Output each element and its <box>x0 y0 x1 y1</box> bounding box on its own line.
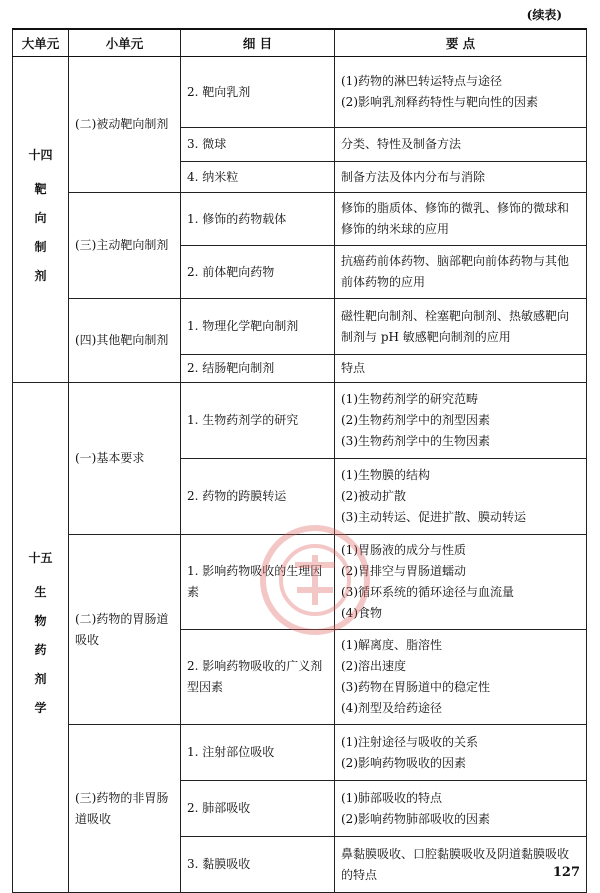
table-row <box>13 383 587 459</box>
major-unit-char: 向 <box>34 210 47 225</box>
point-line: (2)影响药物吸收的因素 <box>341 755 466 770</box>
detail-cell: 2. 靶向乳剂 <box>181 57 335 128</box>
points-cell <box>335 355 587 383</box>
detail-cell: 2. 肺部吸收 <box>181 781 335 837</box>
major-unit-14 <box>13 57 69 383</box>
detail-cell: 3. 微球 <box>181 128 335 162</box>
page-number: 127 <box>552 865 580 880</box>
point-line: (2)影响乳剂释药特性与靶向性的因素 <box>341 95 538 109</box>
points-cell <box>335 128 587 162</box>
points-cell <box>335 162 587 193</box>
major-unit-char: 剂 <box>34 672 47 686</box>
point-line: (3)循环系统的循环途径与血流量 <box>341 585 514 599</box>
point-line: (2)影响药物肺部吸收的因素 <box>341 811 490 826</box>
point-line: (1)肺部吸收的特点 <box>341 790 442 805</box>
detail-cell: 2. 结肠靶向制剂 <box>181 355 335 383</box>
point-line: (1)胃肠液的成分与性质 <box>341 543 466 557</box>
minor-unit: (二)被动靶向制剂 <box>69 57 181 193</box>
table-row <box>13 193 587 246</box>
points-cell <box>335 246 587 299</box>
header-detail: 细 目 <box>181 29 335 57</box>
major-unit-char: 靶 <box>34 181 47 196</box>
points-cell <box>335 725 587 781</box>
detail-cell: 4. 纳米粒 <box>181 162 335 193</box>
detail-cell: 2. 影响药物吸收的广义剂型因素 <box>181 630 335 725</box>
continued-label: (续表) <box>526 8 562 22</box>
minor-unit: (二)药物的胃肠道吸收 <box>69 535 181 725</box>
major-unit-char: 物 <box>34 614 47 628</box>
point-line: (1)解离度、脂溶性 <box>341 638 442 652</box>
point-line: (3)生物药剂学中的生物因素 <box>341 434 490 448</box>
major-unit-char: 生 <box>34 585 47 599</box>
point-line: 修饰的脂质体、修饰的微乳、修饰的微球和修饰的纳米球的应用 <box>341 201 570 236</box>
minor-unit: (一)基本要求 <box>69 383 181 535</box>
points-cell <box>335 781 587 837</box>
detail-cell: 1. 注射部位吸收 <box>181 725 335 781</box>
point-line: (3)主动转运、促进扩散、膜动转运 <box>341 510 526 524</box>
detail-cell: 3. 黏膜吸收 <box>181 837 335 893</box>
point-line: (4)食物 <box>341 606 382 620</box>
point-line: 抗癌药前体药物、脑部靶向前体药物与其他前体药物的应用 <box>341 254 570 289</box>
point-line: (3)药物在胃肠道中的稳定性 <box>341 680 490 694</box>
point-line: (1)药物的淋巴转运特点与途径 <box>341 74 502 88</box>
major-unit-char: 药 <box>34 643 47 657</box>
point-line: (2)胃排空与胃肠道蠕动 <box>341 564 466 578</box>
major-unit-char: 学 <box>34 701 47 715</box>
point-line: (2)生物药剂学中的剂型因素 <box>341 413 490 427</box>
syllabus-table <box>12 28 587 893</box>
header-points: 要 点 <box>335 29 587 57</box>
points-cell <box>335 57 587 128</box>
detail-cell: 1. 影响药物吸收的生理因素 <box>181 535 335 630</box>
detail-cell: 1. 生物药剂学的研究 <box>181 383 335 459</box>
header-major-unit: 大单元 <box>13 29 69 57</box>
header-row <box>13 29 587 57</box>
detail-cell: 2. 药物的跨膜转运 <box>181 459 335 535</box>
major-unit-char: 剂 <box>34 268 47 283</box>
minor-unit: (三)主动靶向制剂 <box>69 193 181 299</box>
point-line: 鼻黏膜吸收、口腔黏膜吸收及阴道黏膜吸收的特点 <box>341 846 570 882</box>
points-cell <box>335 630 587 725</box>
major-unit-number: 十五 <box>28 551 53 565</box>
table-row <box>13 725 587 781</box>
header-minor-unit: 小单元 <box>69 29 181 57</box>
point-line: (4)剂型及给药途径 <box>341 701 442 715</box>
point-line: (2)被动扩散 <box>341 489 406 503</box>
point-line: 特点 <box>341 361 366 375</box>
table-row <box>13 299 587 355</box>
points-cell <box>335 535 587 630</box>
major-unit-15 <box>13 383 69 893</box>
table-row <box>13 535 587 630</box>
point-line: 分类、特性及制备方法 <box>341 137 462 151</box>
major-unit-number: 十四 <box>28 147 53 162</box>
points-cell <box>335 837 587 893</box>
points-cell <box>335 459 587 535</box>
detail-cell: 1. 物理化学靶向制剂 <box>181 299 335 355</box>
point-line: (1)生物膜的结构 <box>341 468 430 482</box>
point-line: 制备方法及体内分布与消除 <box>341 169 486 184</box>
point-line: (1)生物药剂学的研究范畴 <box>341 392 478 406</box>
major-unit-char: 制 <box>34 239 47 254</box>
detail-cell: 1. 修饰的药物载体 <box>181 193 335 246</box>
minor-unit: (三)药物的非胃肠道吸收 <box>69 725 181 893</box>
points-cell <box>335 193 587 246</box>
table-row <box>13 57 587 128</box>
points-cell <box>335 299 587 355</box>
point-line: (2)溶出速度 <box>341 659 406 673</box>
point-line: (1)注射途径与吸收的关系 <box>341 734 478 749</box>
detail-cell: 2. 前体靶向药物 <box>181 246 335 299</box>
minor-unit: (四)其他靶向制剂 <box>69 299 181 383</box>
point-line: 磁性靶向制剂、栓塞靶向制剂、热敏感靶向制剂与 pH 敏感靶向制剂的应用 <box>341 308 570 344</box>
points-cell <box>335 383 587 459</box>
